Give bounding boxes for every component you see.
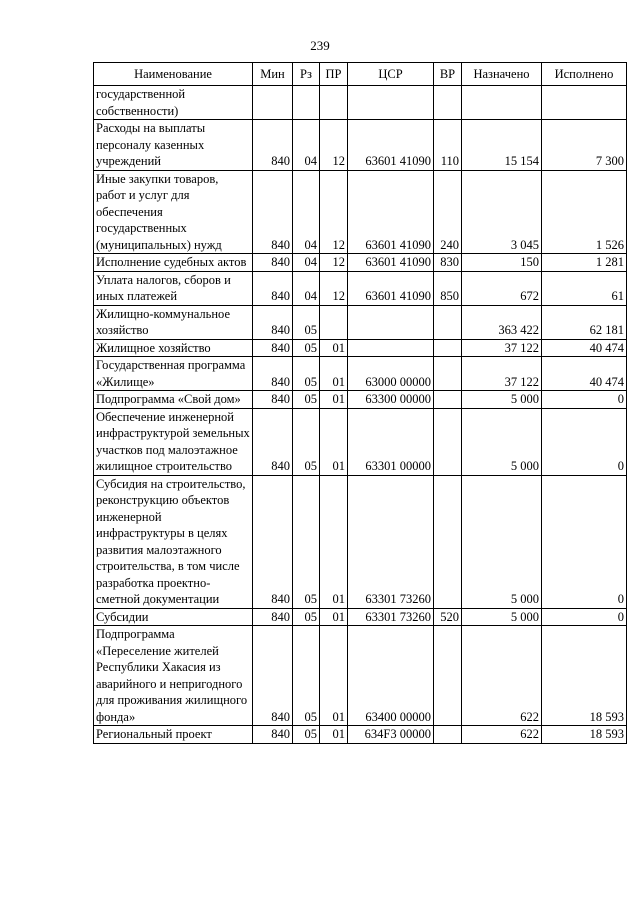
cell-csr: 63300 00000 (348, 391, 434, 409)
page-number: 239 (310, 38, 330, 53)
cell-min: 840 (253, 357, 293, 391)
cell-assigned: 622 (462, 726, 542, 744)
cell-pr: 01 (320, 339, 348, 357)
cell-min: 840 (253, 475, 293, 608)
cell-rz: 04 (293, 170, 320, 254)
cell-rz: 05 (293, 339, 320, 357)
cell-rz (293, 86, 320, 120)
cell-name: Жилищно-коммунальное хозяйство (94, 305, 253, 339)
cell-csr: 634F3 00000 (348, 726, 434, 744)
cell-executed: 0 (542, 391, 627, 409)
cell-csr: 63601 41090 (348, 170, 434, 254)
cell-csr: 63601 41090 (348, 254, 434, 272)
cell-executed: 61 (542, 271, 627, 305)
cell-min: 840 (253, 626, 293, 726)
cell-min: 840 (253, 271, 293, 305)
cell-executed: 1 281 (542, 254, 627, 272)
cell-executed: 40 474 (542, 357, 627, 391)
cell-csr: 63301 00000 (348, 408, 434, 475)
cell-rz: 05 (293, 357, 320, 391)
cell-name: Региональный проект (94, 726, 253, 744)
table-row (94, 408, 627, 475)
cell-vr: 830 (434, 254, 462, 272)
table-row (94, 475, 627, 608)
cell-name: Субсидия на строительство, реконструкцию объектов инженерной инфраструктуры в целях развития малоэтажного строительства, в том числе разработка проектно-сметной документации (94, 475, 253, 608)
cell-executed: 1 526 (542, 170, 627, 254)
cell-executed: 0 (542, 608, 627, 626)
cell-min: 840 (253, 391, 293, 409)
table-row (94, 271, 627, 305)
cell-min: 840 (253, 254, 293, 272)
cell-pr: 01 (320, 626, 348, 726)
cell-assigned: 150 (462, 254, 542, 272)
cell-pr: 01 (320, 475, 348, 608)
cell-pr: 12 (320, 254, 348, 272)
cell-name: Подпрограмма «Переселение жителей Республики Хакасия из аварийного и непригодного для проживания жилищного фонда» (94, 626, 253, 726)
cell-executed: 0 (542, 475, 627, 608)
cell-vr (434, 408, 462, 475)
cell-name: Государственная программа «Жилище» (94, 357, 253, 391)
cell-pr: 12 (320, 170, 348, 254)
table-row (94, 120, 627, 171)
cell-rz: 05 (293, 626, 320, 726)
cell-rz: 04 (293, 254, 320, 272)
cell-min: 840 (253, 608, 293, 626)
cell-min: 840 (253, 120, 293, 171)
cell-rz: 04 (293, 271, 320, 305)
table-row (94, 391, 627, 409)
cell-assigned: 15 154 (462, 120, 542, 171)
cell-vr (434, 726, 462, 744)
cell-pr: 12 (320, 120, 348, 171)
cell-assigned: 37 122 (462, 339, 542, 357)
column-header-pr: ПР (320, 63, 348, 86)
column-header-name: Наименование (94, 63, 253, 86)
cell-name: Обеспечение инженерной инфраструктурой земельных участков под малоэтажное жилищное строительство (94, 408, 253, 475)
cell-assigned: 5 000 (462, 408, 542, 475)
cell-min: 840 (253, 170, 293, 254)
cell-executed (542, 86, 627, 120)
cell-name: государственной собственности) (94, 86, 253, 120)
cell-name: Расходы на выплаты персоналу казенных учреждений (94, 120, 253, 171)
cell-min: 840 (253, 408, 293, 475)
cell-vr (434, 339, 462, 357)
cell-assigned: 363 422 (462, 305, 542, 339)
table-row (94, 357, 627, 391)
table-row (94, 305, 627, 339)
table-row (94, 626, 627, 726)
cell-csr (348, 339, 434, 357)
cell-csr: 63601 41090 (348, 271, 434, 305)
cell-csr: 63601 41090 (348, 120, 434, 171)
cell-pr: 01 (320, 726, 348, 744)
cell-name: Уплата налогов, сборов и иных платежей (94, 271, 253, 305)
table-body (94, 86, 627, 744)
cell-assigned: 5 000 (462, 608, 542, 626)
cell-min: 840 (253, 305, 293, 339)
cell-pr (320, 305, 348, 339)
cell-csr: 63301 73260 (348, 608, 434, 626)
cell-min: 840 (253, 339, 293, 357)
cell-assigned: 37 122 (462, 357, 542, 391)
cell-pr: 01 (320, 408, 348, 475)
budget-table (93, 62, 627, 744)
column-header-min: Мин (253, 63, 293, 86)
cell-assigned: 622 (462, 626, 542, 726)
table-row (94, 726, 627, 744)
cell-rz: 05 (293, 305, 320, 339)
cell-name: Жилищное хозяйство (94, 339, 253, 357)
cell-executed: 62 181 (542, 305, 627, 339)
cell-name: Подпрограмма «Свой дом» (94, 391, 253, 409)
cell-csr: 63301 73260 (348, 475, 434, 608)
cell-vr (434, 475, 462, 608)
cell-rz: 05 (293, 391, 320, 409)
cell-min (253, 86, 293, 120)
cell-vr (434, 86, 462, 120)
column-header-csr: ЦСР (348, 63, 434, 86)
cell-pr: 01 (320, 391, 348, 409)
cell-executed: 18 593 (542, 626, 627, 726)
cell-rz: 05 (293, 408, 320, 475)
cell-vr: 110 (434, 120, 462, 171)
cell-pr: 01 (320, 357, 348, 391)
cell-csr (348, 86, 434, 120)
cell-name: Иные закупки товаров, работ и услуг для обеспечения государственных (муниципальных) нужд (94, 170, 253, 254)
cell-pr: 12 (320, 271, 348, 305)
table-row (94, 170, 627, 254)
cell-vr: 520 (434, 608, 462, 626)
cell-rz: 05 (293, 726, 320, 744)
cell-csr: 63000 00000 (348, 357, 434, 391)
cell-rz: 05 (293, 608, 320, 626)
cell-vr: 240 (434, 170, 462, 254)
cell-assigned: 5 000 (462, 475, 542, 608)
cell-assigned (462, 86, 542, 120)
cell-assigned: 672 (462, 271, 542, 305)
column-header-vr: ВР (434, 63, 462, 86)
header-row (94, 63, 627, 86)
cell-name: Субсидии (94, 608, 253, 626)
table-row (94, 339, 627, 357)
cell-vr (434, 626, 462, 726)
cell-vr (434, 357, 462, 391)
cell-executed: 7 300 (542, 120, 627, 171)
cell-csr (348, 305, 434, 339)
column-header-rz: Рз (293, 63, 320, 86)
cell-vr (434, 391, 462, 409)
table-row (94, 86, 627, 120)
column-header-assigned: Назначено (462, 63, 542, 86)
cell-name: Исполнение судебных актов (94, 254, 253, 272)
cell-vr: 850 (434, 271, 462, 305)
cell-assigned: 3 045 (462, 170, 542, 254)
cell-executed: 18 593 (542, 726, 627, 744)
column-header-executed: Исполнено (542, 63, 627, 86)
cell-assigned: 5 000 (462, 391, 542, 409)
cell-min: 840 (253, 726, 293, 744)
cell-rz: 05 (293, 475, 320, 608)
table-row (94, 608, 627, 626)
cell-csr: 63400 00000 (348, 626, 434, 726)
cell-vr (434, 305, 462, 339)
cell-executed: 0 (542, 408, 627, 475)
cell-pr: 01 (320, 608, 348, 626)
table-row (94, 254, 627, 272)
cell-rz: 04 (293, 120, 320, 171)
cell-pr (320, 86, 348, 120)
cell-executed: 40 474 (542, 339, 627, 357)
